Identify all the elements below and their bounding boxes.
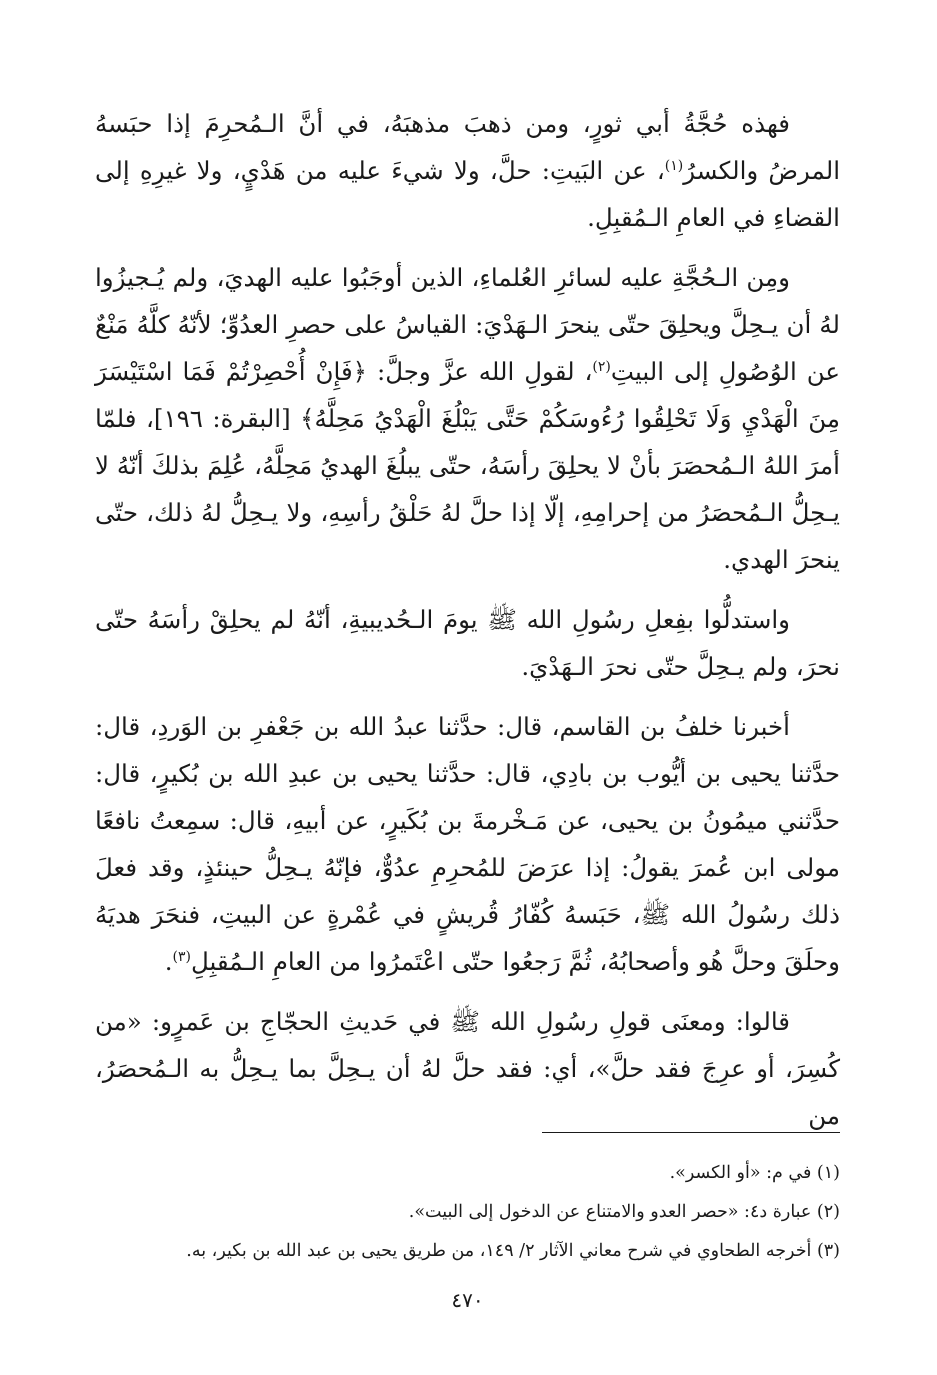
footnote-ref-2[interactable]: (٢): [592, 358, 611, 375]
paragraph-scholars-argument: [95, 254, 840, 583]
paragraph-text: ، عن البَيتِ: حلَّ، ولا شيءَ عليه من هَدْيٍ، ولا غيرِهِ إلى القضاءِ في العامِ الـمُقبِلِ.: [95, 156, 840, 232]
book-page: [95, 100, 840, 1350]
footnote-ref-1[interactable]: (١): [664, 157, 684, 174]
footnote-3: (٣) أخرجه الطحاوي في شرح معاني الآثار ٢/ ١٤٩، من طريق يحيى بن عبد الله بن بكير، به.: [186, 1241, 840, 1261]
paragraph-text: واستدلُّوا بفِعلِ رسُولِ الله ﷺ يومَ الـحُديبيةِ، أنّهُ لم يحلِقْ رأسَهُ حتّى نحرَ، ولم يـحِلَّ حتّى نحرَ الـهَدْيَ.: [95, 605, 840, 681]
footnote-ref-3[interactable]: (٣): [172, 948, 191, 965]
paragraph-hudaybiyah: [95, 596, 840, 690]
paragraph-text: ، لقولِ الله عزَّ وجلَّ: ﴿فَإِنْ أُحْصِرْتُمْ فَمَا اسْتَيْسَرَ مِنَ الْهَدْيِ وَلَا تَحْلِقُوا رُءُوسَكُمْ حَتَّى يَبْلُغَ الْهَدْيُ مَحِلَّهُ﴾ [البقرة: ١٩٦]، فلمّا أمرَ اللهُ الـمُحصَرَ بأنْ لا يحلِقَ رأسَهُ، حتّى يبلُغَ الهديُ مَحِلَّهُ، عُلِمَ بذلكَ أنّهُ لا يـحِلُّ الـمُحصَرُ من إحرامِهِ، إلّا إذا حلَّ لهُ حَلْقُ رأسِهِ، ولا يـحِلُّ لهُ ذلك، حتّى ينحرَ الهدي.: [95, 357, 840, 574]
footnote-divider: [542, 1132, 840, 1133]
paragraph-text: ومِن الـحُجَّةِ عليه لسائرِ العُلماءِ، الذين أوجَبُوا عليه الهديَ، ولم يُـجيزُوا لهُ أن يـحِلَّ ويحلِقَ حتّى ينحرَ الـهَدْيَ: القياسُ على حصرِ العدُوِّ؛ لأنّهُ كلَّهُ مَنْعٌ عن الوُصُولِ إلى البيتِ: [95, 263, 840, 386]
paragraph-isnad-nafi: [95, 703, 840, 985]
footnote-2: (٢) عبارة د٤: «حصر العدو والامتناع عن الدخول إلى البيت».: [408, 1202, 840, 1222]
paragraph-text: أخبرنا خلفُ بن القاسم، قال: حدَّثنا عبدُ الله بن جَعْفرِ بن الوَردِ، قال: حدَّثنا يحيى بن أيُّوب بن بادِي، قال: حدَّثنا يحيى بن عبدِ الله بن بُكيرٍ، قال: حدَّثني ميمُونُ بن يحيى، عن مَـخْرمةَ بن بُكَيرٍ، عن أبيهِ، قال: سمِعتُ نافعًا مولى ابن عُمرَ يقولُ: إذا عرَضَ للمُحرِمِ عدُوٌّ، فإنّهُ يـحِلُّ حينئذٍ، وقد فعلَ ذلك رسُولُ الله ﷺ، حَبَسهُ كُفّارُ قُريشٍ في عُمْرةٍ عن البيتِ، فنحَرَ هديَهُ وحلَقَ وحلَّ هُو وأصحابُهُ، ثُمَّ رَجعُوا حتّى اعْتَمرُوا من العامِ الـمُقبِلِ: [95, 712, 840, 976]
page-number: ٤٧٠: [451, 1288, 484, 1312]
footnote-1: (١) في م: «أو الكسر».: [669, 1163, 840, 1183]
footnotes: [95, 1154, 840, 1271]
paragraph-text: قالوا: ومعنَى قولِ رسُولِ الله ﷺ في حَديثِ الحجّاجِ بن عَمرٍو: «من كُسِرَ، أو عرِجَ فقد حلَّ»، أي: فقد حلَّ لهُ أن يـحِلَّ بما يـحِلُّ به الـمُحصَرُ، من: [95, 1007, 840, 1130]
paragraph-text: فهذه حُجَّةُ أبي ثورٍ، ومن ذهبَ مذهبَهُ، في أنَّ الـمُحرِمَ إذا حبَسهُ المرضُ والكسرُ: [95, 109, 840, 185]
main-text: [95, 100, 840, 1139]
paragraph-abu-thawr: [95, 100, 840, 241]
paragraph-hajjaj-hadith: [95, 998, 840, 1139]
paragraph-text: .: [164, 947, 173, 976]
